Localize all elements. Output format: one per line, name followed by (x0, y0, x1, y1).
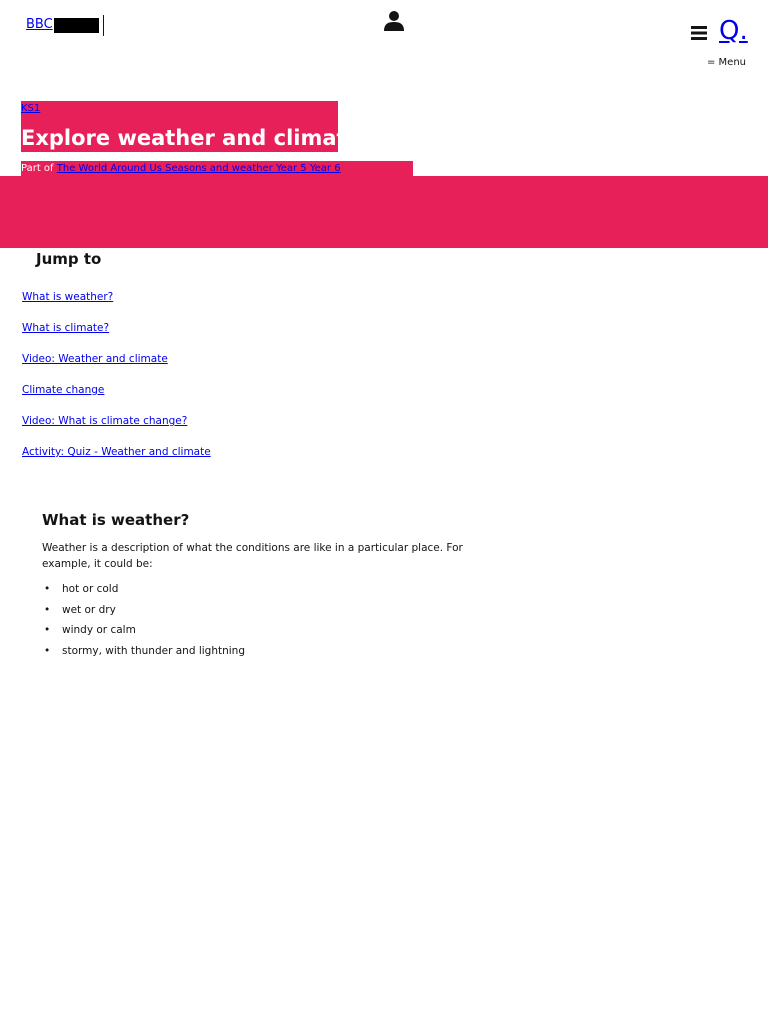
list-item-text: stormy, with thunder and lightning (62, 644, 245, 657)
jump-link-what-is-weather[interactable]: What is weather? (22, 291, 114, 303)
bullet-dot: • (44, 583, 51, 595)
nav-divider (103, 15, 104, 36)
part-of-link[interactable]: The World Around Us Seasons and weather Year 5 Year 6 (56, 163, 341, 174)
page-title: Explore weather and climate (21, 126, 361, 150)
jump-link-quiz[interactable]: Activity: Quiz - Weather and climate (22, 446, 211, 458)
section-heading-what-is-weather: What is weather? (42, 511, 190, 529)
hamburger-icon[interactable] (691, 26, 707, 40)
jump-to-item (22, 440, 211, 471)
list-item-text: windy or calm (62, 624, 136, 636)
person-icon[interactable] (383, 10, 405, 32)
weather-examples-list (42, 581, 245, 663)
jump-link-video-climate-change[interactable]: Video: What is climate change? (22, 415, 188, 427)
list-item-text: hot or cold (62, 583, 119, 595)
list-item (42, 602, 245, 623)
jump-to-item (22, 378, 211, 409)
list-item (42, 643, 245, 664)
list-item-text: wet or dry (62, 603, 116, 616)
jump-link-climate-change[interactable]: Climate change (22, 384, 105, 396)
jump-to-list (22, 285, 211, 471)
list-item (42, 622, 245, 643)
jump-to-heading: Jump to (36, 250, 102, 268)
jump-to-item (22, 285, 211, 316)
jump-to-item (22, 409, 211, 440)
part-of-prefix: Part of (21, 163, 54, 174)
bullet-dot: • (44, 644, 51, 657)
jump-to-item (22, 316, 211, 347)
bbc-logo-link[interactable] (26, 18, 99, 33)
section-paragraph: Weather is a description of what the conditions are like in a particular place. For example, it could be: (42, 542, 463, 570)
bullet-dot: • (44, 603, 51, 616)
list-item (42, 581, 245, 602)
menu-label[interactable]: = Menu (707, 57, 747, 68)
jump-link-what-is-climate[interactable]: What is climate? (22, 322, 110, 334)
jump-to-item (22, 347, 211, 378)
jump-link-video-weather-climate[interactable]: Video: Weather and climate (22, 353, 168, 365)
part-of-breadcrumb (21, 162, 341, 175)
hero-band (0, 176, 768, 248)
search-link[interactable]: Q. (719, 16, 748, 46)
key-stage-link[interactable]: KS1 (21, 103, 41, 114)
bullet-dot: • (44, 624, 51, 636)
bbc-logo-text: BBC (26, 17, 53, 32)
